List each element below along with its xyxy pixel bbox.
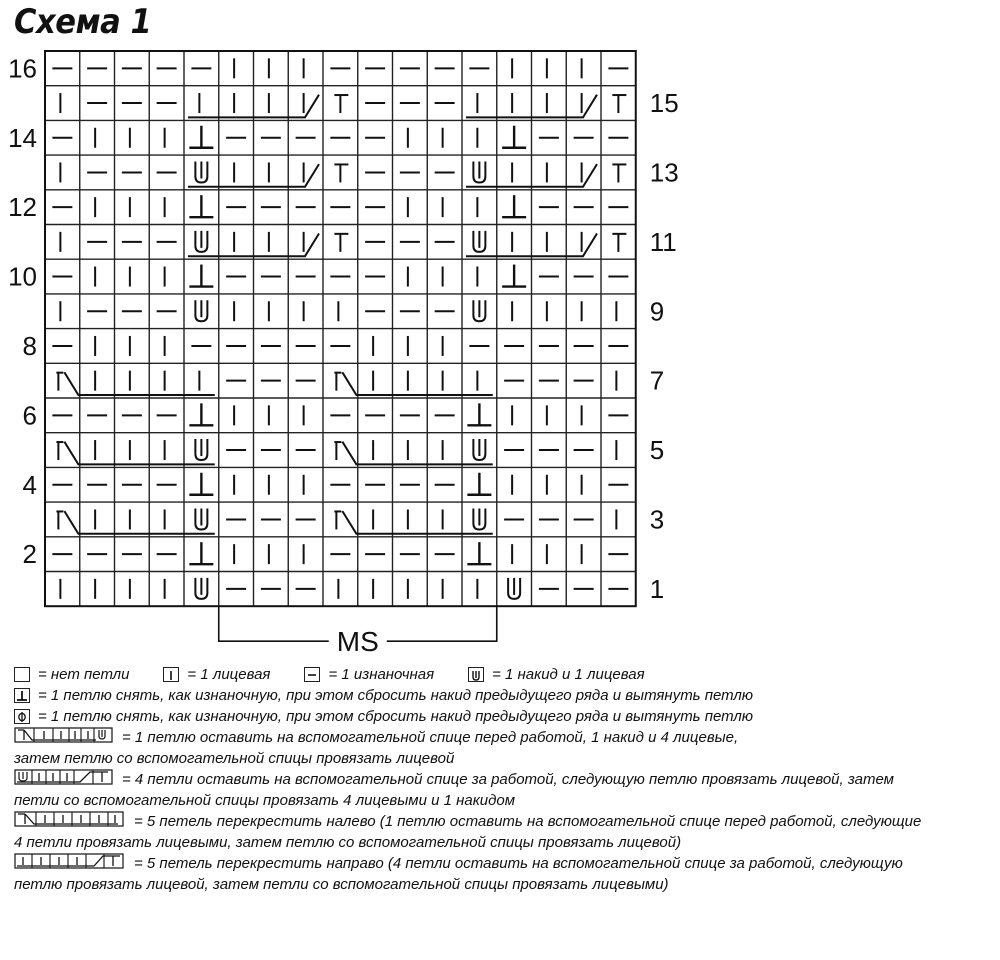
legend-row-basic: [14, 664, 994, 685]
yo-knit-mark: [473, 439, 485, 460]
legend-purl: = 1 изнаночная: [328, 666, 435, 683]
yo-knit-mark: [473, 231, 485, 252]
row-number-right: 3: [649, 504, 665, 535]
slip-stitch-icon: [14, 688, 30, 703]
knit-symbol-icon: [163, 667, 179, 682]
row-number-right: 9: [649, 296, 665, 327]
cross-left-yo-icon: [14, 727, 114, 749]
legend: [14, 664, 994, 895]
legend-slip1: = 1 петлю снять, как изнаночную, при этом сбросить накид предыдущего ряда и вытянуть петлю: [38, 687, 754, 704]
legend-yo-knit: = 1 накид и 1 лицевая: [492, 666, 645, 683]
legend-cross-right-yo-line1: = 4 петли оставить на вспомогательной спице за работой, следующую петлю провязать лицевой, затем: [122, 771, 894, 788]
legend-cross-left-yo-line1: = 1 петлю оставить на вспомогательной спице перед работой, 1 накид и 4 лицевые,: [122, 729, 739, 746]
row-number-right: 1: [649, 573, 665, 604]
yo-knit-mark: [195, 508, 207, 529]
yo-knit-mark: [195, 300, 207, 321]
row-number-left: 2: [22, 539, 37, 570]
cable-left-line: [64, 511, 214, 534]
cable-left-line: [64, 372, 214, 395]
cable-left-line: [342, 372, 492, 395]
yarn-over-knit-icon: [468, 667, 484, 682]
empty-cell-icon: [14, 667, 30, 682]
cable-left-line: [64, 442, 214, 465]
legend-cross-right-yo-line2: петли со вспомогательной спицы провязать 4 лицевыми и 1 накидом: [14, 792, 516, 809]
cable-left-line: [342, 511, 492, 534]
row-number-right: 11: [649, 226, 677, 257]
legend-cross-right-line1: = 5 петель перекрестить направо (4 петли оставить на вспомогательной спице за работой, следующую: [134, 855, 903, 872]
row-number-right: 15: [649, 88, 679, 119]
legend-row-slip1: [14, 685, 994, 706]
legend-row-cross-left-cont: [14, 832, 994, 853]
legend-row-cross-left-yo: [14, 727, 994, 748]
legend-row-cross-left: [14, 811, 994, 832]
legend-cross-left-yo-line2: затем петлю со вспомогательной спицы провязать лицевой: [14, 750, 455, 767]
slip-phi-icon: [14, 709, 30, 724]
row-number-right: 13: [649, 157, 679, 188]
cross-right-icon: [14, 853, 126, 875]
cross-right-yo-icon: [14, 769, 114, 791]
row-number-right: 5: [649, 435, 665, 466]
legend-row-cross-right-cont: [14, 874, 994, 895]
legend-no-stitch: = нет петли: [38, 666, 130, 683]
row-number-left: 10: [8, 261, 37, 292]
yo-knit-mark: [195, 578, 207, 599]
yo-knit-mark: [473, 508, 485, 529]
yo-knit-mark: [195, 161, 207, 182]
legend-row-slip2: [14, 706, 994, 727]
purl-symbol-icon: [304, 667, 320, 682]
legend-knit: = 1 лицевая: [187, 666, 271, 683]
yo-knit-mark: [473, 161, 485, 182]
yo-knit-mark: [195, 439, 207, 460]
legend-cross-right-line2: петлю провязать лицевой, затем петли со вспомогательной спицы провязать лицевыми): [14, 876, 669, 893]
legend-row-cross-right-yo: [14, 769, 994, 790]
row-number-left: 16: [8, 53, 37, 84]
cross-left-icon: [14, 811, 126, 833]
yo-knit-mark: [473, 300, 485, 321]
row-number-left: 4: [22, 469, 37, 500]
row-number-left: 12: [8, 192, 37, 223]
row-number-right: 7: [649, 365, 665, 396]
yo-knit-mark: [195, 231, 207, 252]
cable-left-line: [342, 442, 492, 465]
legend-row-cross-right: [14, 853, 994, 874]
repeat-label: MS: [336, 626, 379, 658]
legend-cross-left-line1: = 5 петель перекрестить налево (1 петлю оставить на вспомогательной спице перед работой, следующие: [134, 813, 922, 830]
legend-slip2: = 1 петлю снять, как изнаночную, при этом сбросить накид предыдущего ряда и вытянуть петлю: [38, 708, 754, 725]
row-number-left: 14: [8, 122, 37, 153]
row-number-left: 6: [22, 400, 37, 431]
chart-title: Схема 1: [14, 2, 152, 42]
legend-row-cross-right-yo-cont: [14, 790, 994, 811]
legend-row-cross-left-yo-cont: [14, 748, 994, 769]
legend-cross-left-line2: 4 петли провязать лицевыми, затем петлю со вспомогательной спицы провязать лицевой): [14, 834, 682, 851]
yo-knit-mark: [508, 578, 520, 599]
row-number-left: 8: [22, 330, 37, 361]
